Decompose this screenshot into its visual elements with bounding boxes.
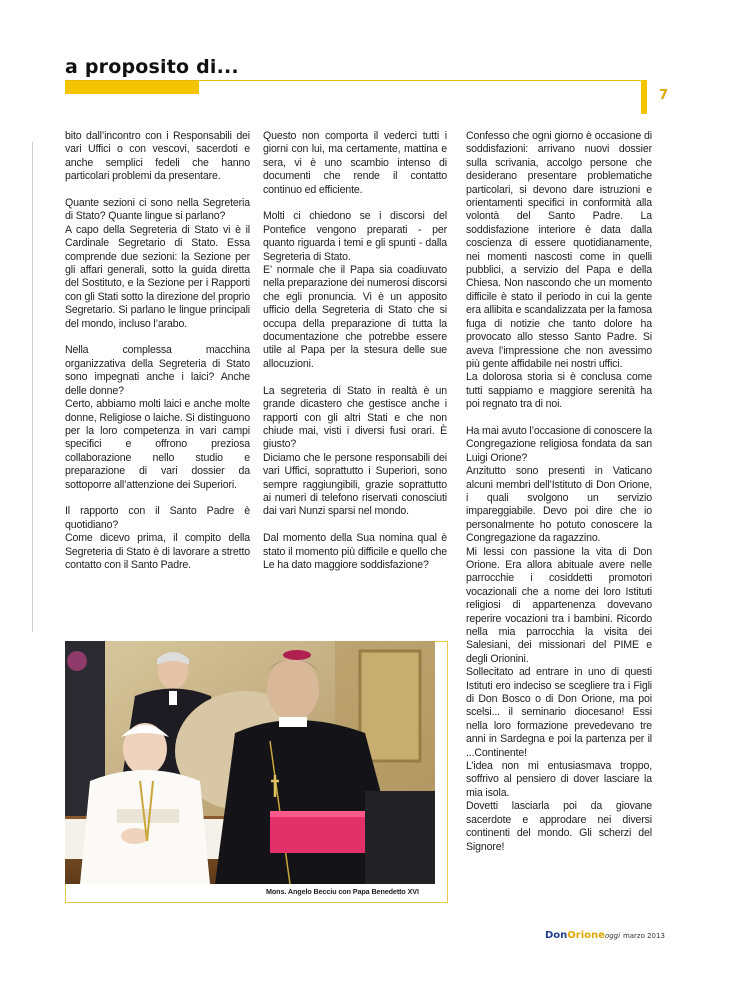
question-paragraph: Molti ci chiedono se i discorsi del Pontefice vengono preparati - per quanto riguarda i temi e gli spunti - dalla Segreteria di Stato. <box>263 210 447 263</box>
header-accent-bar <box>65 81 199 94</box>
footer-brand-orione: Orione <box>567 930 605 941</box>
question-paragraph: Il rapporto con il Santo Padre è quotidiano? <box>65 505 250 531</box>
section-title: a proposito di... <box>65 56 239 78</box>
answer-paragraph: Sollecitato ad entrare in uno di questi Istituti ero indeciso se scegliere tra i Figli di Don Bosco o di Don Orione, ma poi scelsi... il seminario diocesano! Essi nella loro formazione prevedevano tre anni in Sardegna e poi la partenza per il ...Continente! <box>466 666 652 759</box>
answer-paragraph: Come dicevo prima, il compito della Segreteria di Stato è di lavorare a stretto contatto con il Santo Padre. <box>65 532 250 571</box>
answer-paragraph: Confesso che ogni giorno è occasione di soddisfazioni: arrivano nuovi dossier sulla scrivania, accolgo persone che desiderano presentare problematiche particolari, si devono dare istruzioni e orientamenti specifici in conformità alla volontà del Santo Padre. La soddisfazione interiore è data dalla coscienza di essere quotidianamente, nei momenti nascosti come in quelli pubblici, a servizio del Papa e della Chiesa. Non nascondo che un momento difficile è stato il periodo in cui la gente era allibita e scandalizzata per la famosa fuga di notizie che tanto dolore ha provocato allo stesso Santo Padre. Si aveva l’impressione che non avessimo più gente affidabile nei nostri uffici. <box>466 130 652 370</box>
article-column-3 <box>466 130 652 854</box>
question-paragraph: Dal momento della Sua nomina qual è stato il momento più difficile e quello che Le ha dato maggiore soddisfazione? <box>263 532 447 571</box>
paragraph: bito dall’incontro con i Responsabili dei vari Uffici o con vescovi, sacerdoti e anche semplici fedeli che hanno particolari problemi da presentare. <box>65 130 250 183</box>
answer-paragraph: A capo della Segreteria di Stato vi è il Cardinale Segretario di Stato. Essa comprende due sezioni: la Sezione per gli affari generali, sotto la guida diretta del Sostituto, e la Sezione per i Rapporti con gli Stati sotto la direzione del proprio Segretario. Si parlano le lingue principali del mondo, incluso l’arabo. <box>65 223 250 330</box>
question-paragraph: La segreteria di Stato in realtà è un grande dicastero che gestisce anche i rapporti con gli altri Stati e che non chiude mai, visti i diversi fusi orari. È giusto? <box>263 384 447 451</box>
footer-brand-don: Don <box>545 930 568 941</box>
answer-paragraph: E’ normale che il Papa sia coadiuvato nella preparazione dei numerosi discorsi che egli pronuncia. Vi è un apposito ufficio della Segreteria di Stato che si occupa della preparazione di tutta la documentazione che potrebbe essere utile al Papa per la stesura delle sue allocuzioni. <box>263 264 447 370</box>
answer-paragraph: L’idea non mi entusiasmava troppo, soffrivo al pensiero di dover lasciare la mia isola. <box>466 760 652 799</box>
answer-paragraph: Mi lessi con passione la vita di Don Orione. Era allora abituale avere nelle parrocchie i cosiddetti promotori vocazionali che a nome dei loro Istituti religiosi di appartenenza dovevano reperire vocazioni tra i bambini. Ricordo nella mia parrocchia la visita dei Salesiani, dei missionari del PIME e degli Orionini. <box>466 545 652 665</box>
answer-paragraph: Diciamo che le persone responsabili dei vari Uffici, soprattutto i Superiori, sono sempre raggiungibili, grazie soprattutto ai numeri di telefono riservati conosciuti dai vari Nunzi sparsi nel mondo. <box>263 451 447 518</box>
page-footer <box>545 930 665 941</box>
answer-paragraph: Dovetti lasciarla poi da giovane sacerdote e approdare nei diversi continenti del mondo. Gli scherzi del Signore! <box>466 800 652 853</box>
article-column-2 <box>263 130 447 586</box>
answer-paragraph: Anzitutto sono presenti in Vaticano alcuni membri dell’Istituto di Don Orione, i quali svolgono un servizio impareggiabile. Devo poi dire che io personalmente ho potuto conoscere la Congregazione da ragazzino. <box>466 465 652 545</box>
photo-caption: Mons. Angelo Becciu con Papa Benedetto XVI <box>266 887 419 896</box>
question-paragraph: Nella complessa macchina organizzativa della Segreteria di Stato sono impegnati anche i laici? Anche delle donne? <box>65 344 250 397</box>
article-photo <box>65 641 435 884</box>
answer-paragraph: Certo, abbiamo molti laici e anche molte donne, Religiose o laiche. Si distinguono per la loro competenza in vari campi specifici e offrono preziosa collaborazione nello studio e preparazione di vari dossier da sottoporre all’attenzione dei Superiori. <box>65 398 250 491</box>
page-number: 7 <box>659 88 669 103</box>
margin-rule <box>32 142 33 632</box>
footer-brand-oggi: oggi <box>604 932 621 940</box>
page-tab-marker <box>641 80 647 114</box>
answer-paragraph: La dolorosa storia si è conclusa come tutti sappiamo e maggiore serenità ha poi regnato tra di noi. <box>466 371 652 411</box>
question-paragraph: Quante sezioni ci sono nella Segreteria di Stato? Quante lingue si parlano? <box>65 197 250 223</box>
article-column-1 <box>65 130 250 586</box>
footer-date: marzo 2013 <box>622 932 665 940</box>
question-paragraph: Ha mai avuto l’occasione di conoscere la Congregazione religiosa fondata da san Luigi Orione? <box>466 424 652 464</box>
paragraph: Questo non comporta il vederci tutti i giorni con lui, ma certamente, mattina e sera, vi è uno scambio intenso di documenti che rende il contatto continuo ed efficiente. <box>263 130 447 196</box>
